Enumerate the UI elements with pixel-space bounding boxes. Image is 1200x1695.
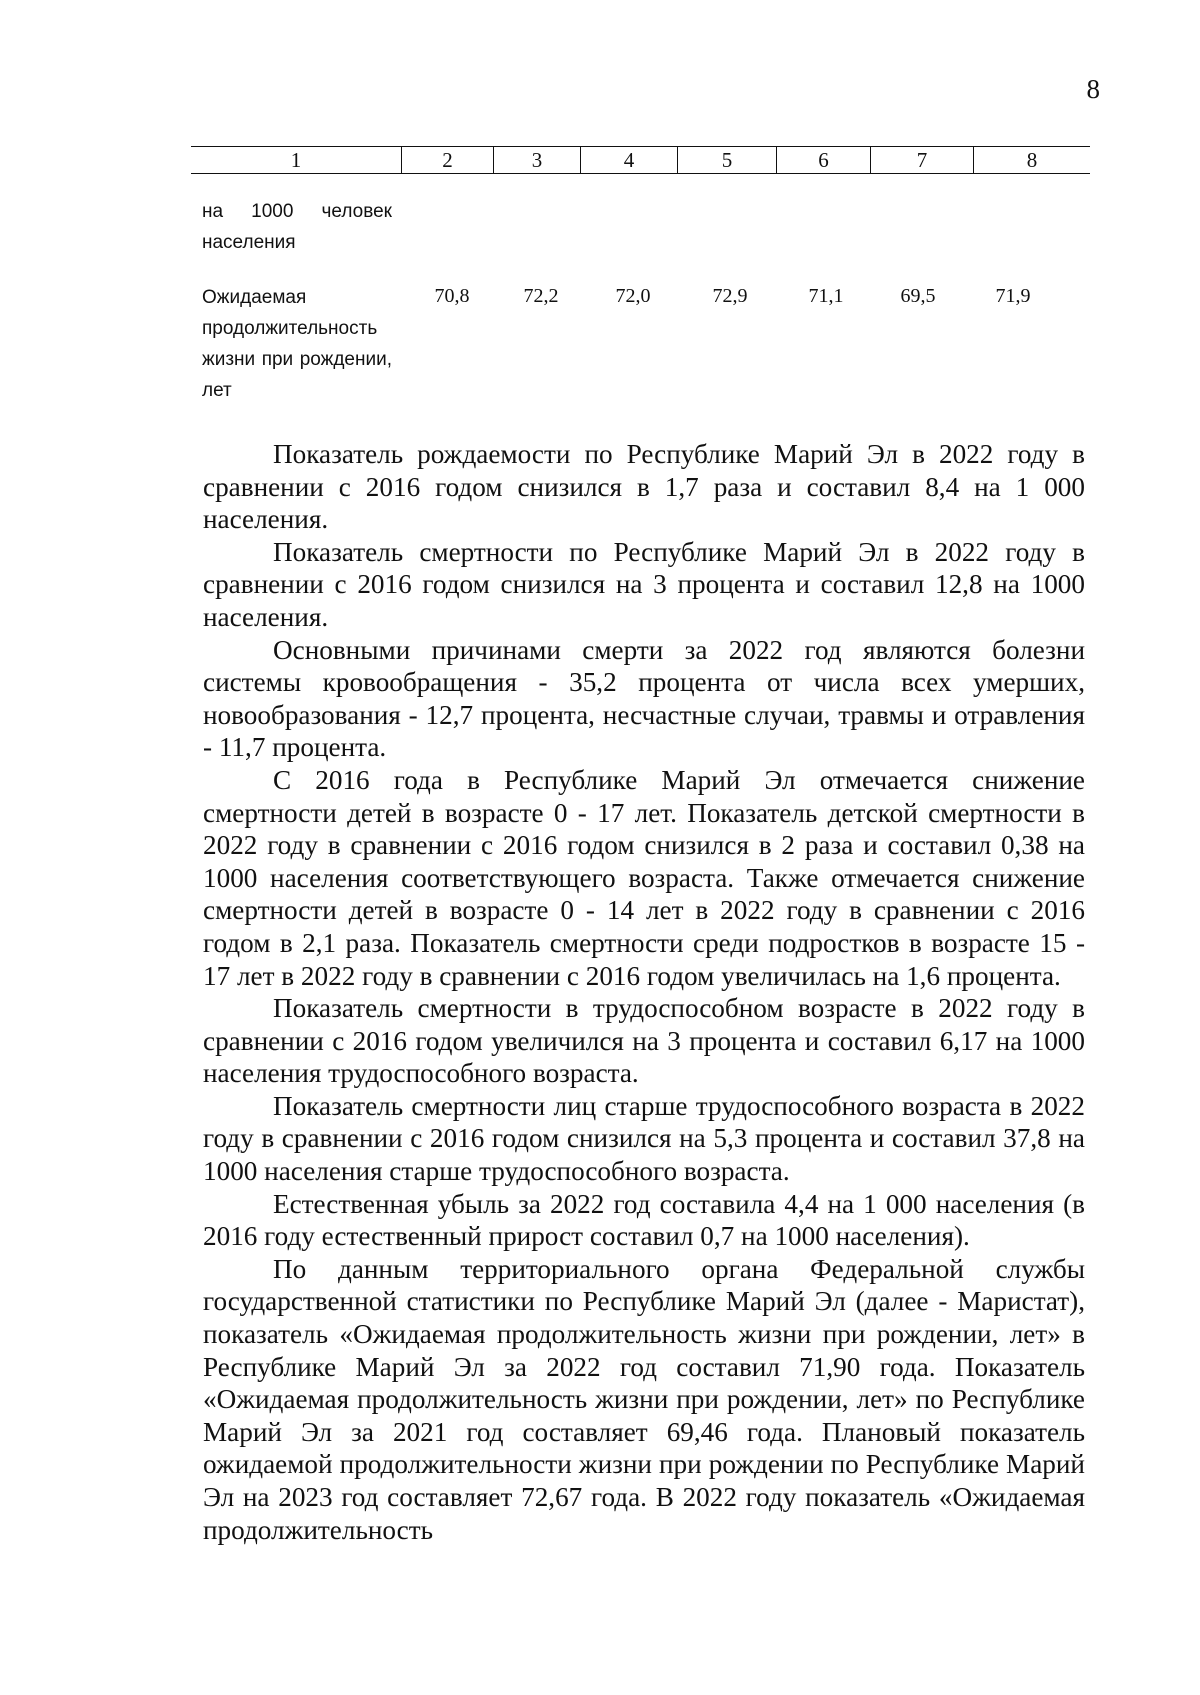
paragraph: Показатель смертности лиц старше трудоспособного возраста в 2022 году в сравнении с 2016 годом снизился на 5,3 процента и составил 37,8 на 1000 населения старше трудоспособного возраста. [203,1090,1085,1187]
paragraph: Показатель рождаемости по Республике Марий Эл в 2022 году в сравнении с 2016 годом снизился в 1,7 раза и составил 8,4 на 1 000 населения. [203,439,1085,535]
table-header-cell: 3 [493,147,580,173]
table-cell: 72,2 [523,285,559,307]
table-cell: 71,1 [808,285,844,307]
table-header-cell: 4 [580,147,677,173]
paragraph: Показатель смертности по Республике Марий Эл в 2022 году в сравнении с 2016 годом снизился на 3 процента и составил 12,8 на 1000 населения. [203,536,1085,632]
table-header-cell: 6 [776,147,870,173]
paragraph: Основными причинами смерти за 2022 год являются болезни системы кровообращения - 35,2 процента от числа всех умерших, новообразования - 12,7 процента, несчастные случаи, травмы и отравления - 11,7 процента. [203,634,1085,763]
table-cell: 72,0 [615,285,651,307]
table-header-cell: 5 [677,147,776,173]
table-cell: 71,9 [995,285,1031,307]
paragraph: По данным территориального органа Федеральной службы государственной статистики по Республике Марий Эл (далее - Маристат), показатель «Ожидаемая продолжительность жизни при рождении, лет» в Республике Марий Эл за 2022 год составил 71,90 года. Показатель «Ожидаемая продолжительность жизни при рождении, лет» по Республике Марий Эл за 2021 год составляет 69,46 года. Плановый показатель ожидаемой продолжительности жизни при рождении по Республике Марий Эл на 2023 год составляет 72,67 года. В 2022 году показатель «Ожидаемая продолжительность [203,1253,1085,1545]
table-cell: 69,5 [900,285,936,307]
paragraph: С 2016 года в Республике Марий Эл отмечается снижение смертности детей в возрасте 0 - 17 лет. Показатель детской смертности в 2022 году в сравнении с 2016 годом снизился в 2 раза и составил 0,38 на 1000 населения соответствующего возраста. Также отмечается снижение смертности детей в возрасте 0 - 14 лет в 2022 году в сравнении с 2016 годом в 2,1 раза. Показатель смертности среди подростков в возрасте 15 - 17 лет в 2022 году в сравнении с 2016 годом увеличилась на 1,6 процента. [203,764,1085,991]
paragraph: Показатель смертности в трудоспособном возрасте в 2022 году в сравнении с 2016 годом увеличился на 3 процента и составил 6,17 на 1000 населения трудоспособного возраста. [203,993,1085,1089]
body-text [203,438,1085,1546]
table-row [202,196,392,258]
table-header-cell: 7 [870,147,973,173]
table-header-row [191,146,1090,174]
table-row [202,282,392,406]
row-label: Ожидаемая продолжительность жизни при рождении, лет [202,287,392,401]
page-number: 8 [1086,74,1100,104]
table-header-cell: 1 [290,148,302,172]
table-cell: 72,9 [712,285,748,307]
table-cell: 70,8 [434,285,470,307]
table-header-cell: 2 [401,147,493,173]
row-label: на 1000 человек населения [202,201,392,253]
paragraph: Естественная убыль за 2022 год составила 4,4 на 1 000 населения (в 2016 году естественный прирост составил 0,7 на 1000 населения). [203,1188,1085,1252]
table-header-cell: 8 [973,147,1090,173]
